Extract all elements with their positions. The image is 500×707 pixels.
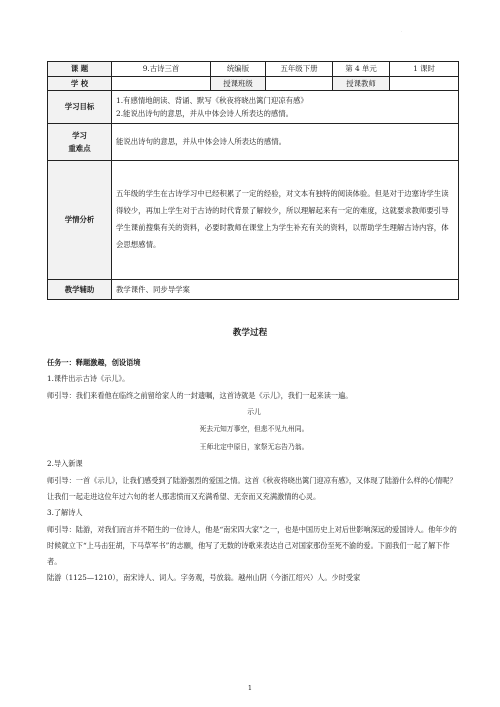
process-body bbox=[47, 355, 461, 587]
school-value bbox=[112, 76, 211, 91]
analysis-text: 五年级的学生在古诗学习中已经积累了一定的经验，对文本有独特的阅读体验。但是对于边塞诗学生读得较少，再加上学生对于古诗的时代背景了解较少，所以理解起来有一定的难度，这就要求教师要引导学生课前搜集有关的资料，必要时教师在课堂上为学生补充有关的资料，以帮助学生理解古诗内容，体会思想感情。 bbox=[112, 161, 459, 280]
goals-cell bbox=[112, 91, 459, 124]
poem-line: 死去元知万事空，但悲不见九州同。 bbox=[199, 425, 309, 434]
header-lesson-label: 课 题 bbox=[48, 62, 112, 77]
paragraph: 师引导：一首《示儿》，让我们感受到了陆游强烈的爱国之情。这首《秋夜将晓出篱门迎凉有感》，又体现了陆游什么样的心情呢？让我们一起走进这位年过六旬的老人那悲愤而又充满希望、无奈而又充满激情的心灵。 bbox=[47, 475, 457, 501]
corner-mark: · bbox=[401, 29, 403, 34]
table-row bbox=[48, 76, 459, 91]
key-points-label: 学习 重难点 bbox=[48, 124, 112, 161]
poem-line: 王师北定中原日，家祭无忘告乃翁。 bbox=[199, 442, 309, 451]
table-row bbox=[48, 280, 459, 300]
step-heading: 3.了解诗人 bbox=[47, 508, 83, 518]
table-row bbox=[48, 161, 459, 280]
goal-item: 1.有感情地朗读、背诵、默写《秋夜将晓出篱门迎凉有感》 bbox=[116, 95, 308, 105]
task-heading: 任务一：释题激趣，创设语境 bbox=[47, 358, 141, 367]
aid-label: 教学辅助 bbox=[48, 280, 112, 300]
paragraph: 师引导：我们来看他在临终之前留给家人的一封遗嘱，这首诗就是《示儿》，我们一起来读一遍。 bbox=[47, 390, 353, 400]
teacher-label: 授课教师 bbox=[333, 76, 390, 91]
goals-label: 学习目标 bbox=[48, 91, 112, 124]
teacher-value bbox=[390, 76, 459, 91]
key-points-text: 能说出诗句的意思，并从中体会诗人所表达的感情。 bbox=[112, 124, 459, 161]
periods: 1 课时 bbox=[390, 62, 459, 77]
step-heading: 1.课件出示古诗《示儿》。 bbox=[47, 374, 130, 384]
lesson-info-table bbox=[47, 61, 459, 300]
step-heading: 2.导入新课 bbox=[47, 459, 83, 469]
school-label: 学 校 bbox=[48, 76, 112, 91]
aid-text: 教学课件、同步导学案 bbox=[112, 280, 459, 300]
poem-title: 示儿 bbox=[247, 407, 261, 416]
table-row bbox=[48, 91, 459, 124]
table-row bbox=[48, 62, 459, 77]
paragraph: 陆游（1125—1210），南宋诗人、词人。字务观，号放翁。越州山阴（今浙江绍兴）人。少时受家 bbox=[47, 573, 361, 583]
class-label: 授课班级 bbox=[211, 76, 266, 91]
page-number: 1 bbox=[247, 684, 253, 692]
grade: 五年级下册 bbox=[266, 62, 333, 77]
goal-item: 2.能说出诗句的意思，并从中体会诗人所表达的感情。 bbox=[116, 109, 294, 118]
table-row bbox=[48, 124, 459, 161]
paragraph: 师引导：陆游，对我们而言并不陌生的一位诗人，他是“南宋四大家”之一，也是中国历史上对后世影响深远的爱国诗人。他年少的时候就立下“上马击狂胡，下马草军书”的志願，他写了无数的诗歌来表达自己对国家那份至死不渝的爱。下面我们一起了解下作者。 bbox=[47, 524, 457, 567]
unit: 第 4 单元 bbox=[333, 62, 390, 77]
edition: 统编版 bbox=[211, 62, 266, 77]
class-value bbox=[266, 76, 333, 91]
section-title: 教学过程 bbox=[232, 328, 268, 338]
lesson-title: 9.古诗三首 bbox=[112, 62, 211, 77]
analysis-label: 学情分析 bbox=[48, 161, 112, 280]
